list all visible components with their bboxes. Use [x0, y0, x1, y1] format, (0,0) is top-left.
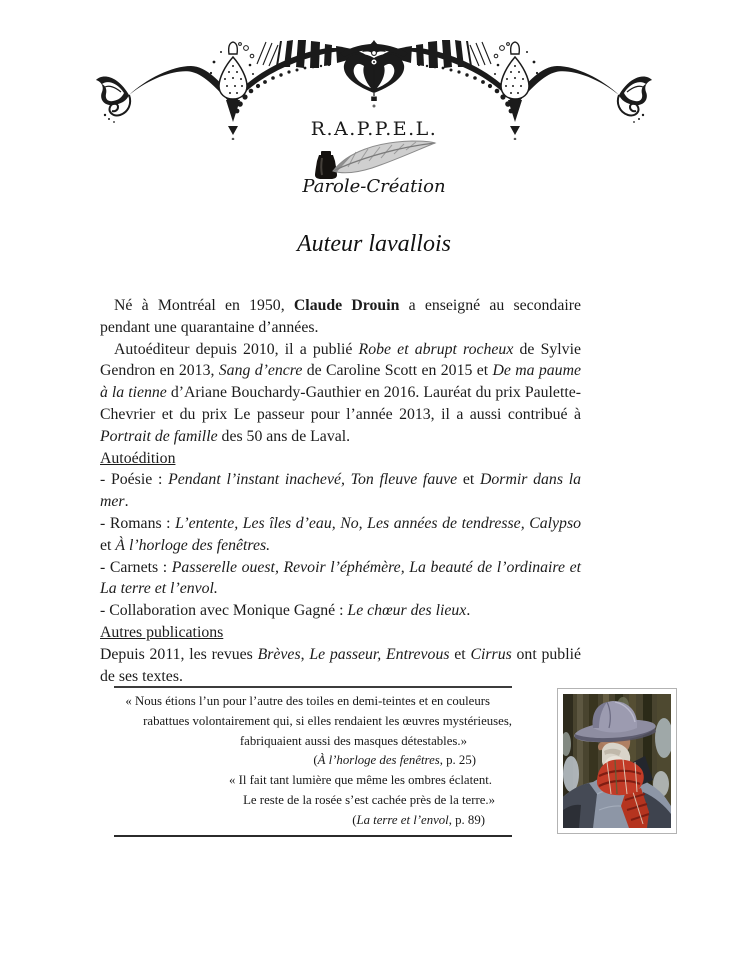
quote-line: [114, 692, 512, 712]
list-item-carnets: - Carnets : Passerelle ouest, Revoir l’éphémère, La beauté de l’ordinaire et La terre et l’envol.: [100, 558, 581, 598]
bio-paragraph-publications: Autoéditeur depuis 2010, il a publié Robe et abrupt rocheux de Sylvie Gendron en 2013, Sang d’encre de Caroline Scott en 2015 et De ma paume à la tienne d’Ariane Bouchardy-Gauthier en 2016. Lauréat du prix Paulette-Chevrier et du prix Le passeur pour l’année 2013, il a aussi contribué à Portrait de famille des 50 ans de Laval.: [100, 340, 581, 445]
quote-line: [114, 712, 512, 732]
quote-citation-text: (La terre et l’envol, p. 89): [352, 812, 485, 827]
organization-tagline: Parole-Création: [302, 176, 446, 197]
list-item-poesie: - Poésie : Pendant l’instant inachevé, Ton fleuve fauve et Dormir dans la mer.: [100, 471, 581, 511]
portrait-photo-image: [563, 694, 671, 828]
ink-bottle-quill-icon: [312, 140, 438, 180]
quote-line-text: Le reste de la rosée s’est cachée près de la terre.»: [243, 792, 495, 807]
quote-line: [114, 771, 512, 791]
quote-citation: [114, 811, 512, 831]
list-item-collaboration: - Collaboration avec Monique Gagné : Le chœur des lieux.: [100, 602, 471, 620]
quote-line-text: fabriquaient aussi des masques détestables.»: [239, 733, 467, 748]
quotes-block: [114, 686, 512, 837]
quote-line: [114, 791, 512, 811]
quote-citation-text: (À l’horloge des fenêtres, p. 25): [313, 753, 476, 768]
bio-paragraph-revues: Depuis 2011, les revues Brèves, Le passeur, Entrevous et Cirrus ont publié de ses textes.: [100, 645, 581, 685]
biography-text: [100, 295, 581, 687]
author-photo: [557, 688, 677, 834]
section-heading-autoedition: Autoédition: [100, 449, 176, 467]
organization-name: R.A.P.P.E.L.: [310, 118, 438, 140]
quote-citation: [114, 751, 512, 771]
quote-line-text: « Il fait tant lumière que même les ombres éclatent.: [229, 773, 492, 788]
list-item-romans: - Romans : L’entente, Les îles d’eau, No, Les années de tendresse, Calypso et À l’horloge des fenêtres.: [100, 514, 581, 554]
quote-line: [114, 732, 512, 752]
page-title: Auteur lavallois: [297, 231, 451, 257]
quote-line-text: « Nous étions l’un pour l’autre des toiles en demi-teintes et en couleurs: [125, 694, 490, 708]
section-heading-autres-publications: Autres publications: [100, 623, 224, 641]
bio-paragraph-intro: Né à Montréal en 1950, Claude Drouin a enseigné au secondaire pendant une quarantaine d’années.: [100, 297, 581, 336]
quote-line-text: rabattues volontairement qui, si elles rendaient les œuvres mystérieuses,: [143, 713, 512, 728]
